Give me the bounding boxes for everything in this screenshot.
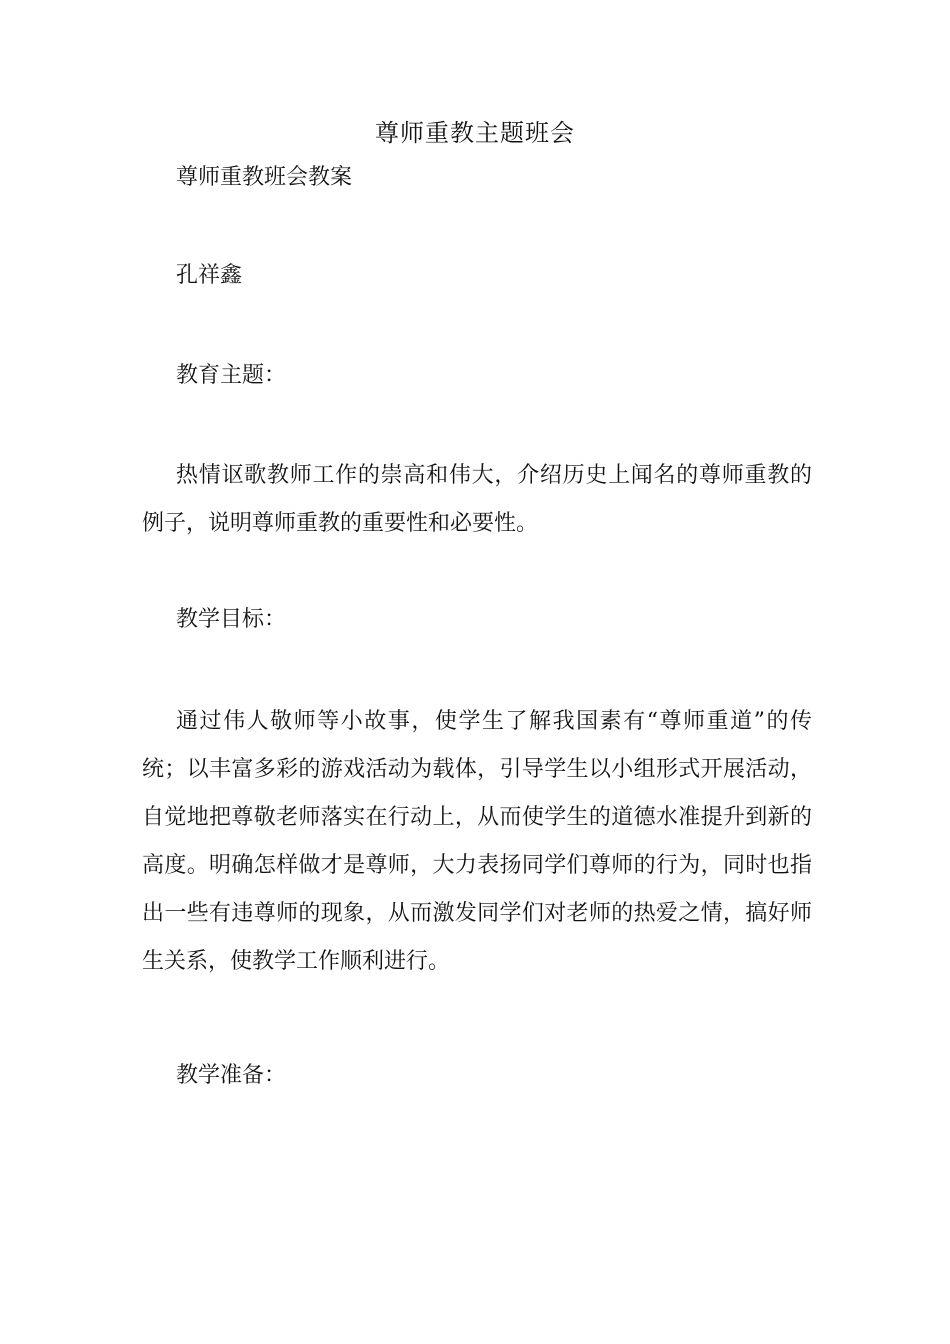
section-body-teaching-goals: 通过伟人敬师等小故事，使学生了解我国素有“尊师重道”的传统；以丰富多彩的游戏活动为载体，引导学生以小组形式开展活动，自觉地把尊敬老师落实在行动上，从而使学生的道德水准提升到新的高度。明确怎样做才是尊师，大力表扬同学们尊师的行为，同时也指出一些有违尊师的现象，从而激发同学们对老师的热爱之情，搞好师生关系，使教学工作顺利进行。 <box>142 709 812 974</box>
section-heading-teaching-goals: 教学目标： <box>176 607 287 632</box>
section-heading-teaching-preparation: 教学准备： <box>176 1063 287 1088</box>
document-subtitle: 尊师重教班会教案 <box>176 165 353 190</box>
page-title: 尊师重教主题班会 <box>375 119 575 147</box>
section-body-education-theme: 热情讴歌教师工作的崇高和伟大，介绍历史上闻名的尊师重教的例子，说明尊师重教的重要性和必要性。 <box>142 463 812 536</box>
section-heading-education-theme: 教育主题： <box>176 363 287 388</box>
author-name: 孔祥鑫 <box>176 263 243 288</box>
